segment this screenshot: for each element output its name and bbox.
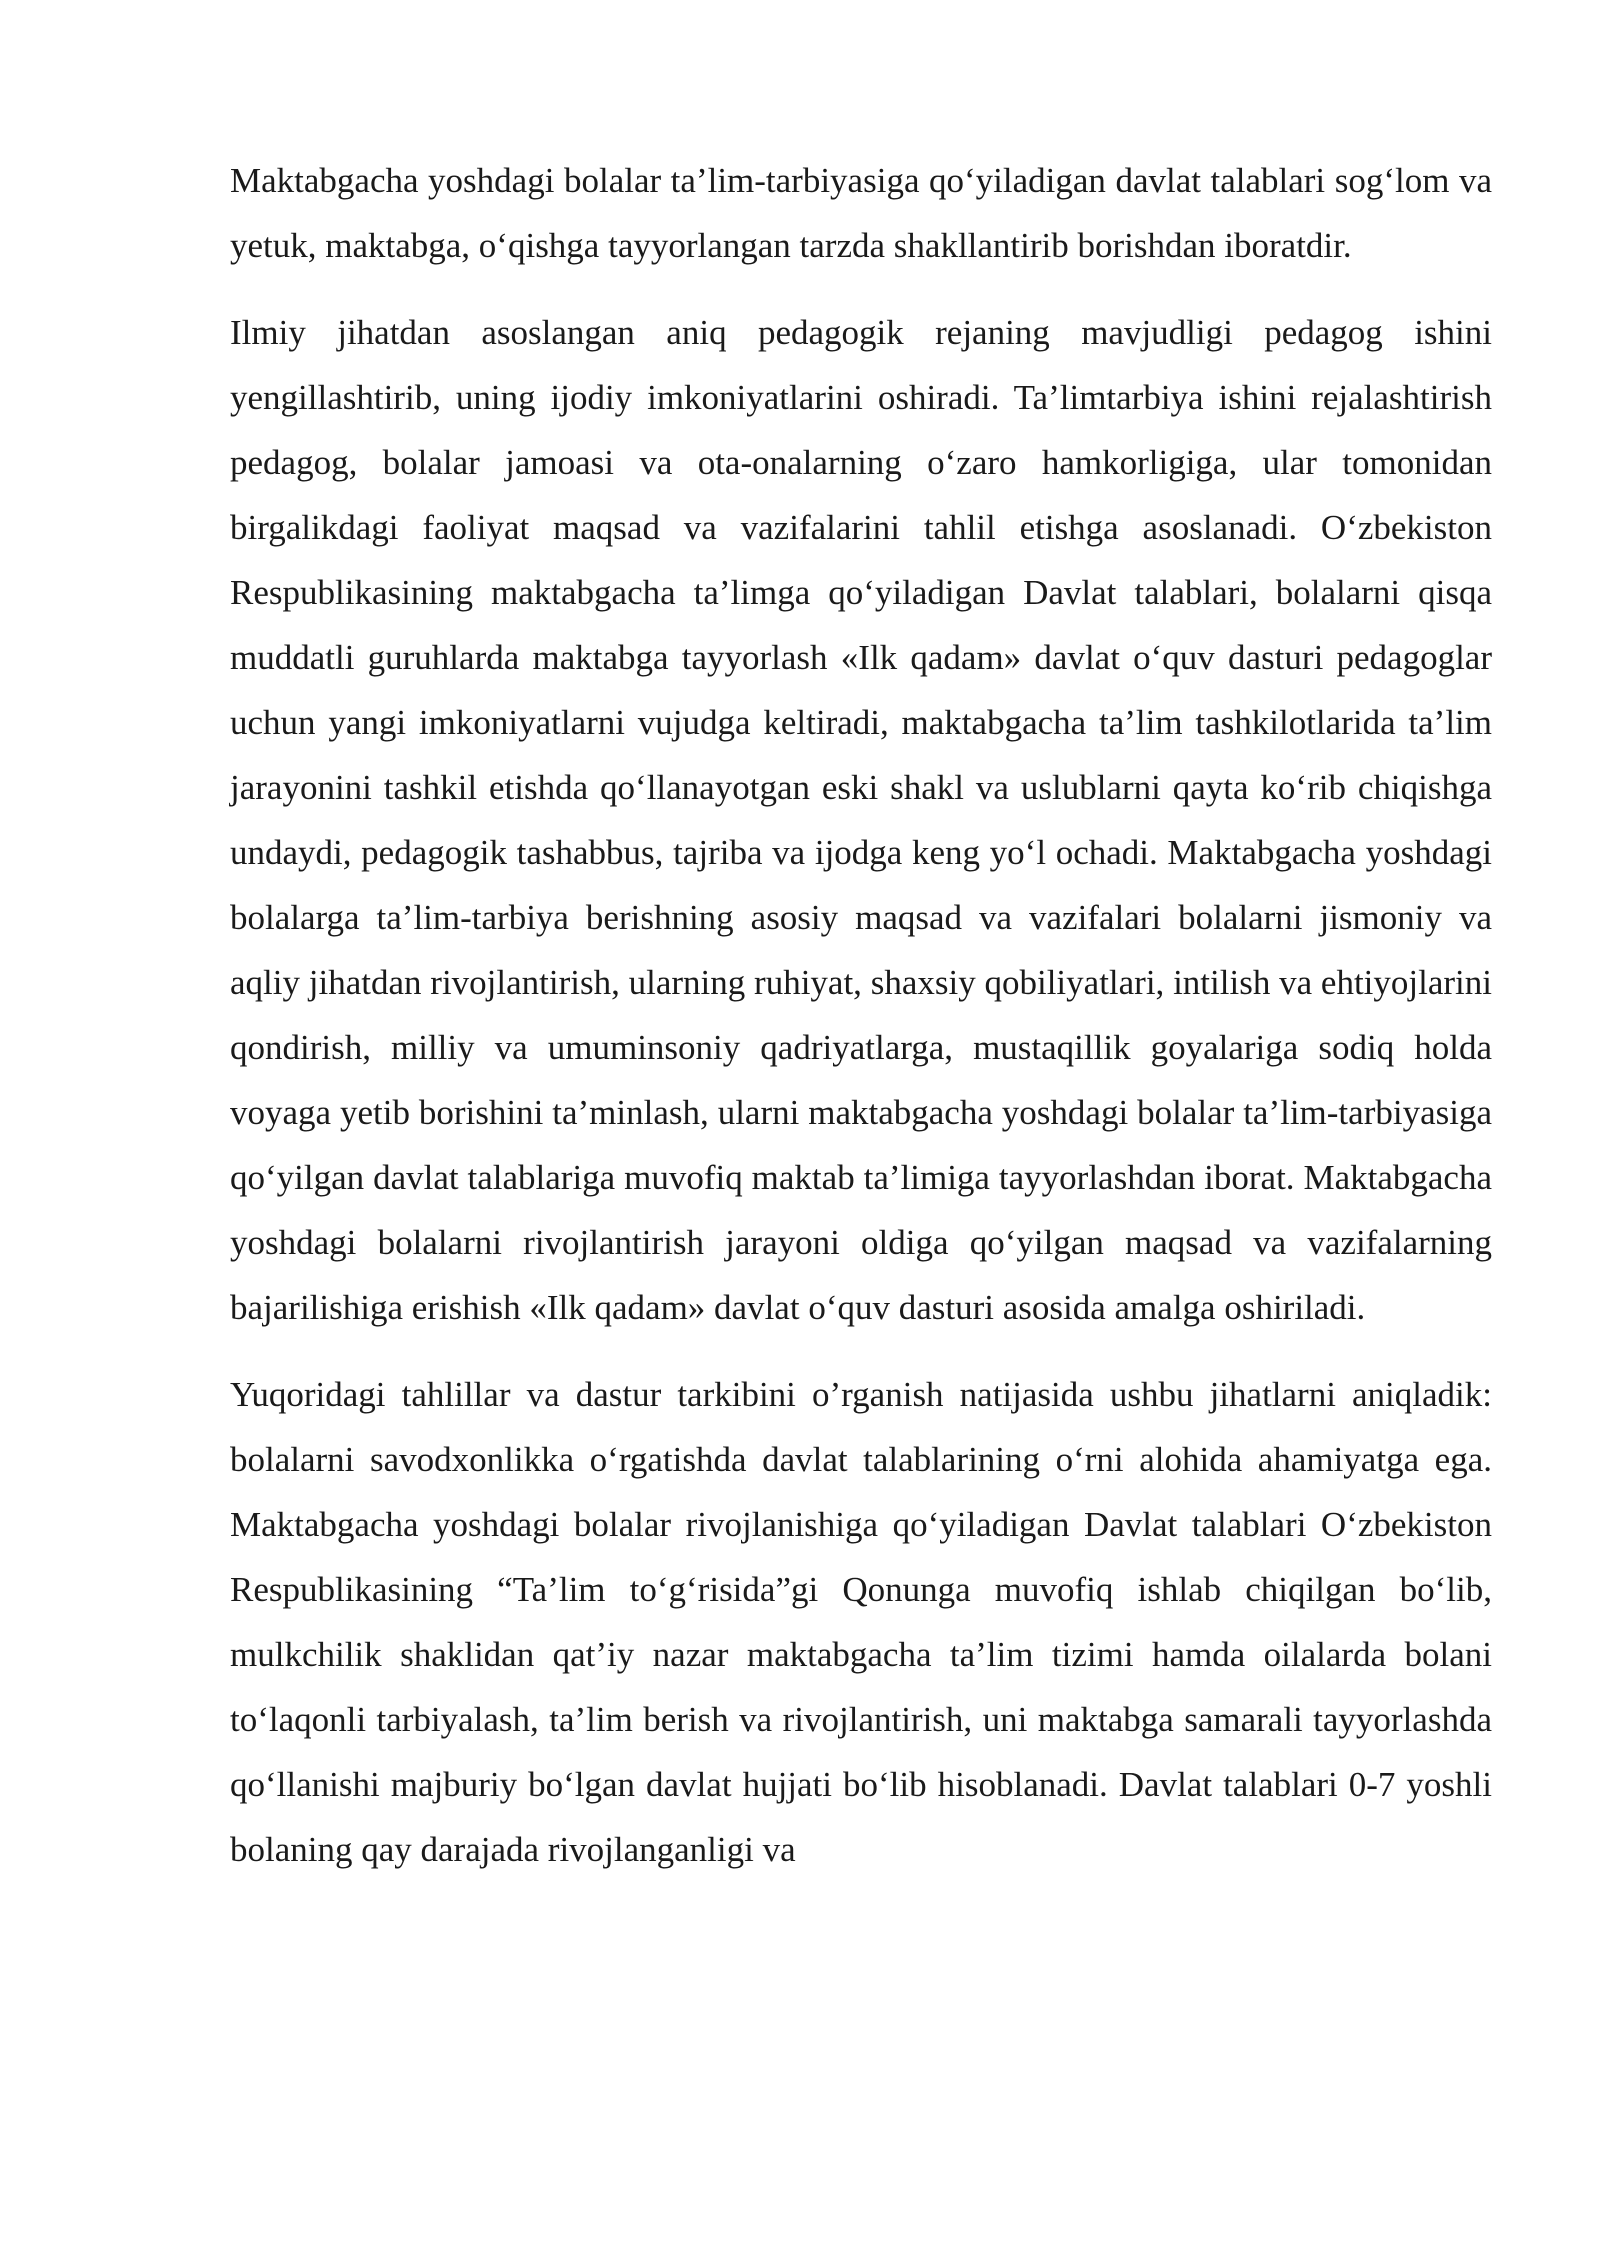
- paragraph-3: Yuqoridagi tahlillar va dastur tarkibini o’rganish natijasida ushbu jihatlarni aniqladik: bolalarni savodxonlikka o‘rgatishda davlat talablarining o‘rni alohida ahamiyatga ega. Maktabgacha yoshdagi bolalar rivojlanishiga qo‘yiladigan Davlat talablari O‘zbekiston Respublikasining “Ta’lim to‘g‘risida”gi Qonunga muvofiq ishlab chiqilgan bo‘lib, mulkchilik shaklidan qat’iy nazar maktabgacha ta’lim tizimi hamda oilalarda bolani to‘laqonli tarbiyalash, ta’lim berish va rivojlantirish, uni maktabga samarali tayyorlashda qo‘llanishi majburiy bo‘lgan davlat hujjati bo‘lib hisoblanadi. Davlat talablari 0-7 yoshli bolaning qay darajada rivojlanganligi va: [230, 1375, 1492, 1869]
- paragraph-1: Maktabgacha yoshdagi bolalar ta’lim-tarbiyasiga qo‘yiladigan davlat talablari sog‘lom va yetuk, maktabga, o‘qishga tayyorlangan tarzda shakllantirib borishdan iboratdir.: [230, 161, 1492, 265]
- document-body: [230, 148, 1492, 1904]
- paragraph-2: Ilmiy jihatdan asoslangan aniq pedagogik rejaning mavjudligi pedagog ishini yengillashtirib, uning ijodiy imkoniyatlarini oshiradi. Ta’limtarbiya ishini rejalashtirish pedagog, bolalar jamoasi va ota-onalarning o‘zaro hamkorligiga, ular tomonidan birgalikdagi faoliyat maqsad va vazifalarini tahlil etishga asoslanadi. O‘zbekiston Respublikasining maktabgacha ta’limga qo‘yiladigan Davlat talablari, bolalarni qisqa muddatli guruhlarda maktabga tayyorlash «Ilk qadam» davlat o‘quv dasturi pedagoglar uchun yangi imkoniyatlarni vujudga keltiradi, maktabgacha ta’lim tashkilotlarida ta’lim jarayonini tashkil etishda qo‘llanayotgan eski shakl va uslublarni qayta ko‘rib chiqishga undaydi, pedagogik tashabbus, tajriba va ijodga keng yo‘l ochadi. Maktabgacha yoshdagi bolalarga ta’lim-tarbiya berishning asosiy maqsad va vazifalari bolalarni jismoniy va aqliy jihatdan rivojlantirish, ularning ruhiyat, shaxsiy qobiliyatlari, intilish va ehtiyojlarini qondirish, milliy va umuminsoniy qadriyatlarga, mustaqillik goyalariga sodiq holda voyaga yetib borishini ta’minlash, ularni maktabgacha yoshdagi bolalar ta’lim-tarbiyasiga qo‘yilgan davlat talablariga muvofiq maktab ta’limiga tayyorlashdan iborat. Maktabgacha yoshdagi bolalarni rivojlantirish jarayoni oldiga qo‘yilgan maqsad va vazifalarning bajarilishiga erishish «Ilk qadam» davlat o‘quv dasturi asosida amalga oshiriladi.: [230, 313, 1492, 1327]
